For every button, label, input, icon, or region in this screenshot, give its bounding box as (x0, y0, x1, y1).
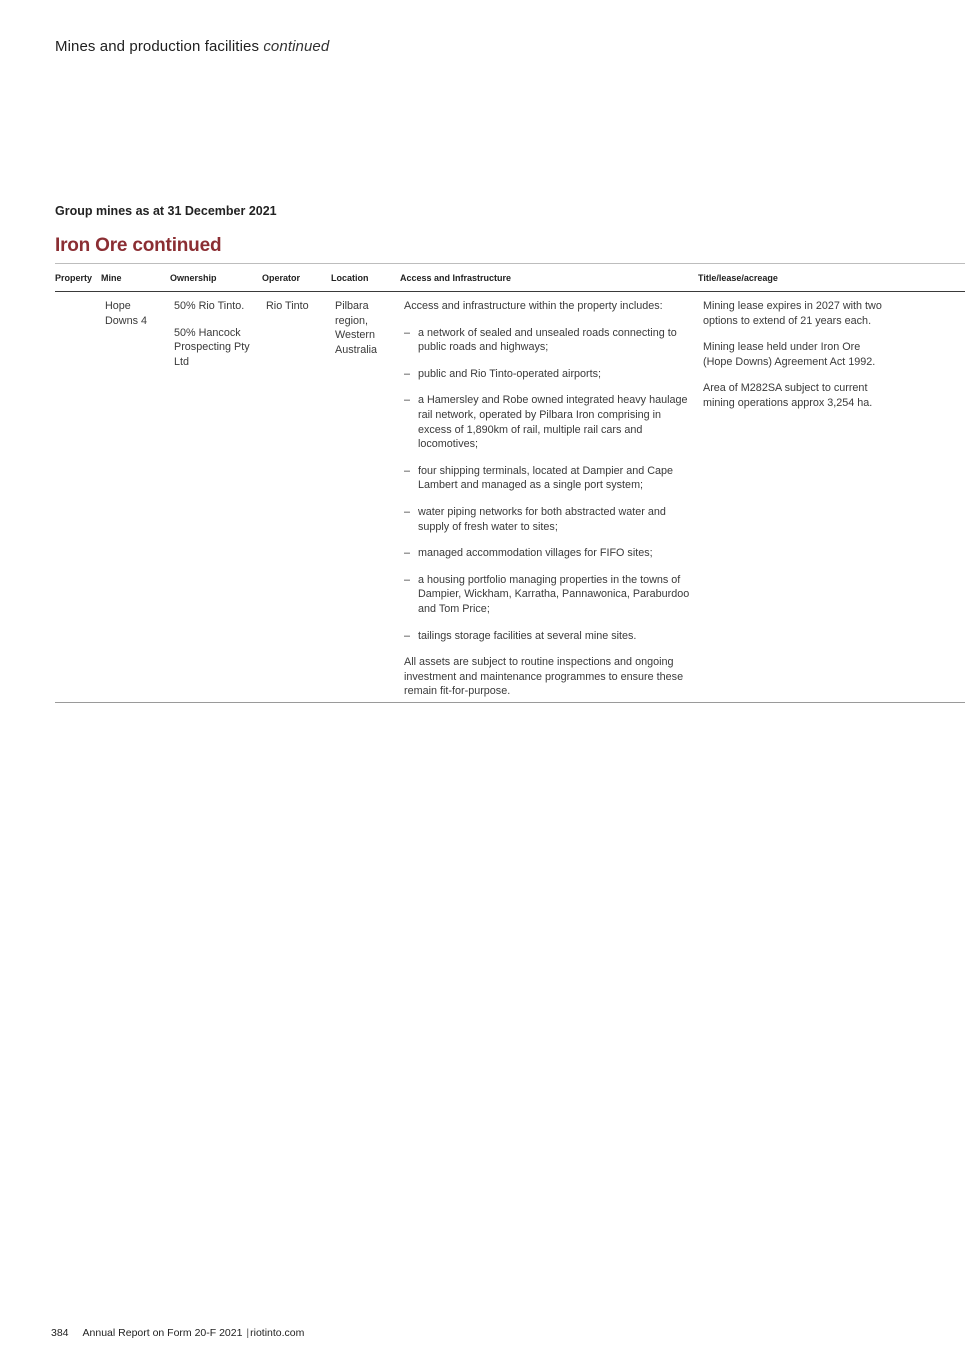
footer-report-title: Annual Report on Form 20-F 2021 (82, 1327, 243, 1339)
dash-bullet-icon: – (404, 547, 411, 560)
cell-title-lease-acreage (703, 299, 883, 411)
mines-table (55, 263, 965, 703)
mine-name-line: Downs 4 (105, 314, 148, 327)
column-header-title: Title/lease/acreage (698, 273, 778, 283)
running-header (55, 38, 329, 55)
ownership-entry: 50% Rio Tinto. (174, 300, 245, 312)
page-number: 384 (51, 1327, 69, 1339)
mine-name-line: Hope (105, 300, 131, 312)
dash-bullet-icon: – (404, 505, 411, 518)
location-line: Pilbara (335, 300, 369, 312)
column-header-location: Location (331, 273, 369, 283)
access-list-item: – managed accommodation villages for FIFO sites; (404, 547, 653, 560)
cell-access-infrastructure (404, 299, 694, 699)
dash-bullet-icon: – (404, 326, 411, 339)
dash-bullet-icon: – (404, 394, 411, 407)
running-header-title: Mines and production facilities (55, 38, 260, 55)
cell-location (335, 299, 397, 357)
dash-bullet-icon: – (404, 629, 411, 642)
access-intro: Access and infrastructure within the property includes: (404, 300, 663, 312)
title-paragraph: Mining lease expires in 2027 with two options to extend of 21 years each. (703, 300, 882, 327)
cell-operator: Rio Tinto (266, 300, 309, 312)
column-header-ownership: Ownership (170, 273, 217, 283)
dash-bullet-icon: – (404, 464, 411, 477)
dash-bullet-icon: – (404, 573, 411, 586)
cell-mine (105, 299, 167, 328)
access-list-item: – water piping networks for both abstracted water and supply of fresh water to sites; (404, 505, 666, 533)
column-header-property: Property (55, 273, 93, 283)
access-list-item: – a Hamersley and Robe owned integrated heavy haulage rail network, operated by Pilbara Iron comprising in excess of 1,890km of rail, multiple rail cars and locomotives; (404, 394, 688, 451)
location-line: region, (335, 314, 369, 327)
column-header-access: Access and Infrastructure (400, 273, 512, 283)
group-heading: Group mines as at 31 December 2021 (55, 204, 277, 218)
access-list-item: – public and Rio Tinto-operated airports; (404, 367, 602, 380)
access-list-item: – four shipping terminals, located at Dampier and Cape Lambert and managed as a single port system; (404, 464, 674, 492)
running-header-suffix: continued (263, 38, 330, 55)
title-paragraph: Mining lease held under Iron Ore (Hope Downs) Agreement Act 1992. (703, 341, 876, 368)
section-title: Iron Ore continued (55, 235, 222, 256)
title-paragraph: Area of M282SA subject to current mining operations approx 3,254 ha. (703, 382, 873, 409)
access-list-item: – tailings storage facilities at several mine sites. (404, 629, 637, 642)
access-list-item: – a housing portfolio managing properties in the towns of Dampier, Wickham, Karratha, Pannawonica, Paraburdoo and Tom Price; (404, 573, 690, 615)
cell-ownership (174, 299, 260, 369)
column-header-mine: Mine (101, 273, 122, 283)
location-line: Western (335, 329, 376, 342)
page-footer (51, 1327, 304, 1339)
location-line: Australia (335, 343, 378, 356)
dash-bullet-icon: – (404, 367, 411, 380)
column-header-operator: Operator (262, 273, 301, 283)
table-header-row (55, 263, 965, 292)
footer-separator: | (246, 1327, 250, 1339)
access-outro: All assets are subject to routine inspections and ongoing investment and maintenance programmes to ensure these remain fit-for-purpose. (404, 656, 684, 698)
table-row (55, 292, 965, 703)
ownership-entry: 50% Hancock Prospecting Pty Ltd (174, 326, 250, 368)
access-list-item: – a network of sealed and unsealed roads connecting to public roads and highways; (404, 326, 677, 354)
footer-website: riotinto.com (250, 1327, 305, 1339)
